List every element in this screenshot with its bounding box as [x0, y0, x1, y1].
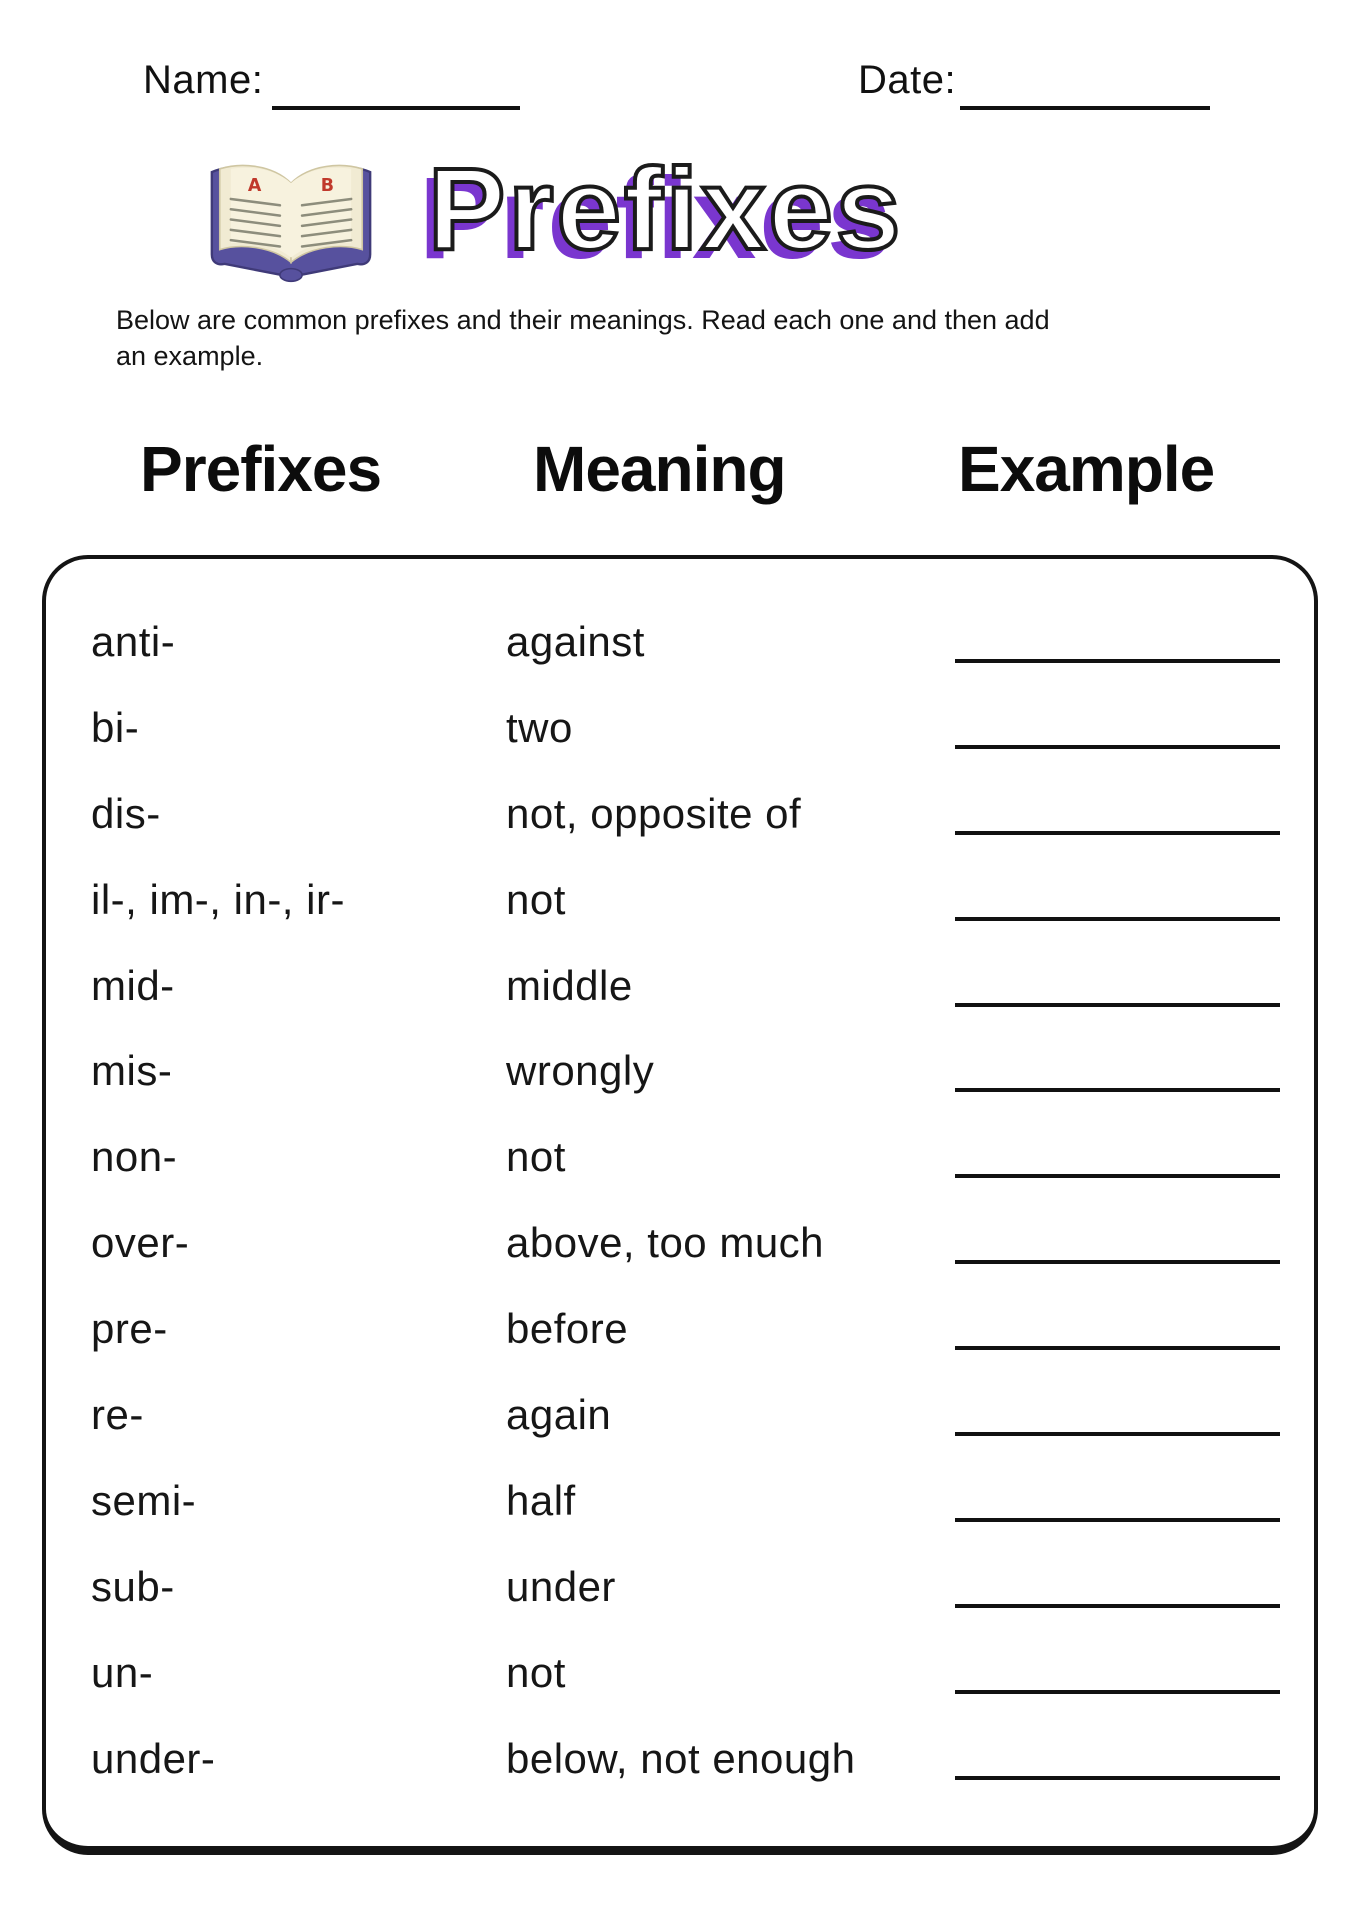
prefix-table-box [42, 555, 1318, 1855]
prefix-cell: il-, im-, in-, ir- [91, 875, 345, 923]
example-blank-line[interactable] [955, 1346, 1280, 1350]
name-label: Name: [143, 58, 264, 102]
example-blank-line[interactable] [955, 1776, 1280, 1780]
prefix-cell: bi- [91, 703, 140, 751]
prefix-cell: under- [91, 1734, 216, 1782]
prefix-cell: mis- [91, 1047, 173, 1095]
meaning-cell: not [506, 1133, 566, 1181]
table-row [46, 1114, 1314, 1200]
table-row [46, 685, 1314, 771]
meaning-cell: before [506, 1305, 629, 1353]
table-row [46, 1544, 1314, 1630]
table-row [46, 943, 1314, 1029]
prefix-rows [46, 599, 1314, 1846]
example-blank-line[interactable] [955, 1174, 1280, 1178]
example-blank-line[interactable] [955, 917, 1280, 921]
column-header-example: Example [958, 433, 1215, 505]
example-blank-line[interactable] [955, 1518, 1280, 1522]
prefix-cell: mid- [91, 961, 175, 1009]
meaning-cell: not [506, 1648, 566, 1696]
table-row [46, 1458, 1314, 1544]
table-row [46, 599, 1314, 685]
meaning-cell: two [506, 703, 573, 751]
example-blank-line[interactable] [955, 745, 1280, 749]
example-blank-line[interactable] [955, 831, 1280, 835]
table-row [46, 857, 1314, 943]
meaning-cell: half [506, 1476, 576, 1524]
prefix-cell: non- [91, 1133, 178, 1181]
meaning-cell: again [506, 1390, 612, 1438]
meaning-cell: under [506, 1562, 616, 1610]
date-label: Date: [858, 58, 957, 102]
column-header-meaning: Meaning [533, 433, 786, 505]
prefix-cell: anti- [91, 617, 176, 665]
table-row [46, 1028, 1314, 1114]
prefix-cell: sub- [91, 1562, 175, 1610]
prefix-cell: dis- [91, 789, 161, 837]
prefix-cell: re- [91, 1390, 144, 1438]
column-header-prefixes: Prefixes [140, 433, 382, 505]
instructions-text: Below are common prefixes and their meanings. Read each one and then add an example. [116, 305, 1050, 371]
meaning-cell: below, not enough [506, 1734, 856, 1782]
prefix-cell: un- [91, 1648, 154, 1696]
table-row [46, 771, 1314, 857]
meaning-cell: against [506, 617, 645, 665]
example-blank-line[interactable] [955, 1604, 1280, 1608]
prefix-cell: over- [91, 1219, 190, 1267]
page-title: Prefixes [428, 144, 904, 274]
date-blank-line[interactable] [960, 106, 1210, 110]
table-row [46, 1200, 1314, 1286]
name-blank-line[interactable] [272, 106, 520, 110]
meaning-cell: not [506, 875, 566, 923]
meaning-cell: not, opposite of [506, 789, 802, 837]
open-book-ab-icon [196, 138, 386, 290]
meaning-cell: above, too much [506, 1219, 825, 1267]
book-letter-a: A [247, 176, 262, 197]
table-row [46, 1630, 1314, 1716]
prefix-cell: pre- [91, 1305, 168, 1353]
example-blank-line[interactable] [955, 1432, 1280, 1436]
meaning-cell: wrongly [506, 1047, 655, 1095]
table-row [46, 1372, 1314, 1458]
table-row [46, 1716, 1314, 1802]
example-blank-line[interactable] [955, 1003, 1280, 1007]
table-row [46, 1286, 1314, 1372]
example-blank-line[interactable] [955, 1260, 1280, 1264]
example-blank-line[interactable] [955, 1088, 1280, 1092]
meaning-cell: middle [506, 961, 633, 1009]
example-blank-line[interactable] [955, 659, 1280, 663]
prefix-cell: semi- [91, 1476, 197, 1524]
example-blank-line[interactable] [955, 1690, 1280, 1694]
book-letter-b: B [320, 176, 335, 197]
